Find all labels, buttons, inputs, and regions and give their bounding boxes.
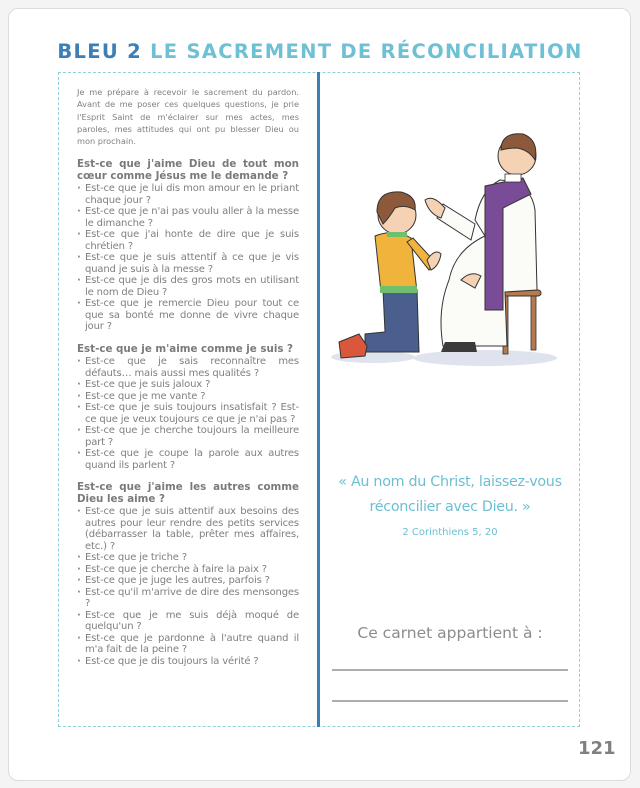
title-text: LE SACREMENT DE RÉCONCILIATION xyxy=(150,40,583,63)
list-item: · Est-ce que je sais reconnaître mes défauts… mais aussi mes qualités ? xyxy=(77,356,299,379)
list-item: · Est-ce que je coupe la parole aux autres quand ils parlent ? xyxy=(77,448,299,471)
level-label: BLEU 2 xyxy=(57,40,142,63)
list-item: · Est-ce que je lui dis mon amour en le priant chaque jour ? xyxy=(77,183,299,206)
section-love-others xyxy=(77,482,299,667)
page-number: 121 xyxy=(578,738,616,759)
column-divider xyxy=(317,72,320,727)
owner-label: Ce carnet appartient à : xyxy=(357,624,543,642)
list-item: · Est-ce que je me vante ? xyxy=(77,391,299,403)
section-question: Est-ce que j'aime Dieu de tout mon cœur comme Jésus me le demande ? xyxy=(77,158,299,182)
question-list xyxy=(77,356,299,471)
section-question: Est-ce que je m'aime comme je suis ? xyxy=(77,342,294,355)
section-love-self xyxy=(77,344,299,472)
list-item: · Est-ce que je triche ? xyxy=(77,552,299,564)
list-item: · Est-ce que je pardonne à l'autre quand il m'a fait de la peine ? xyxy=(77,633,299,656)
examination-column xyxy=(77,86,299,678)
confession-illustration xyxy=(325,120,570,370)
list-item: · Est-ce que je suis attentif à ce que je vis quand je suis à la messe ? xyxy=(77,252,299,275)
list-item: · Est-ce que je me suis déjà moqué de quelqu'un ? xyxy=(77,610,299,633)
owner-name-line-1[interactable] xyxy=(332,669,568,671)
section-question: Est-ce que j'aime les autres comme Dieu les aime ? xyxy=(77,481,299,505)
list-item: · Est-ce que je n'ai pas voulu aller à la messe le dimanche ? xyxy=(77,206,299,229)
list-item: · Est-ce que je dis toujours la vérité ? xyxy=(77,656,299,668)
list-item: · Est-ce que je juge les autres, parfois ? xyxy=(77,575,299,587)
list-item: · Est-ce que je cherche toujours la meilleure part ? xyxy=(77,425,299,448)
list-item: · Est-ce que j'ai honte de dire que je suis chrétien ? xyxy=(77,229,299,252)
list-item: · Est-ce que je suis toujours insatisfait ? Est-ce que je veux toujours ce que je n'ai pas ? xyxy=(77,402,299,425)
intro-paragraph: Je me prépare à recevoir le sacrement du pardon. Avant de me poser ces quelques questions, je prie l'Esprit Saint de m'éclairer sur mes actes, mes paroles, mes attitudes qui ont pu blesser Dieu ou mon prochain. xyxy=(77,87,299,147)
boy-figure xyxy=(339,192,441,358)
quote-line-2: réconcilier avec Dieu. » xyxy=(369,499,531,515)
list-item: · Est-ce que je suis attentif aux besoins des autres pour leur rendre des petits services (débarrasser la table, prêter mes affaires, etc.) ? xyxy=(77,506,299,552)
section-love-god xyxy=(77,159,299,333)
quote-reference: 2 Corinthiens 5, 20 xyxy=(402,527,498,538)
list-item: · Est-ce que je cherche à faire la paix ? xyxy=(77,564,299,576)
list-item: · Est-ce que je remercie Dieu pour tout ce que sa bonté me donne de vivre chaque jour ? xyxy=(77,298,299,333)
question-list xyxy=(77,506,299,667)
list-item: · Est-ce que je suis jaloux ? xyxy=(77,379,299,391)
list-item: · Est-ce qu'il m'arrive de dire des mensonges ? xyxy=(77,587,299,610)
priest-figure xyxy=(425,134,537,352)
owner-name-line-2[interactable] xyxy=(332,700,568,702)
question-list xyxy=(77,183,299,333)
list-item: · Est-ce que je dis des gros mots en utilisant le nom de Dieu ? xyxy=(77,275,299,298)
quote-line-1: « Au nom du Christ, laissez-vous xyxy=(338,474,562,490)
page-title xyxy=(0,40,640,63)
bible-quote xyxy=(322,470,578,538)
